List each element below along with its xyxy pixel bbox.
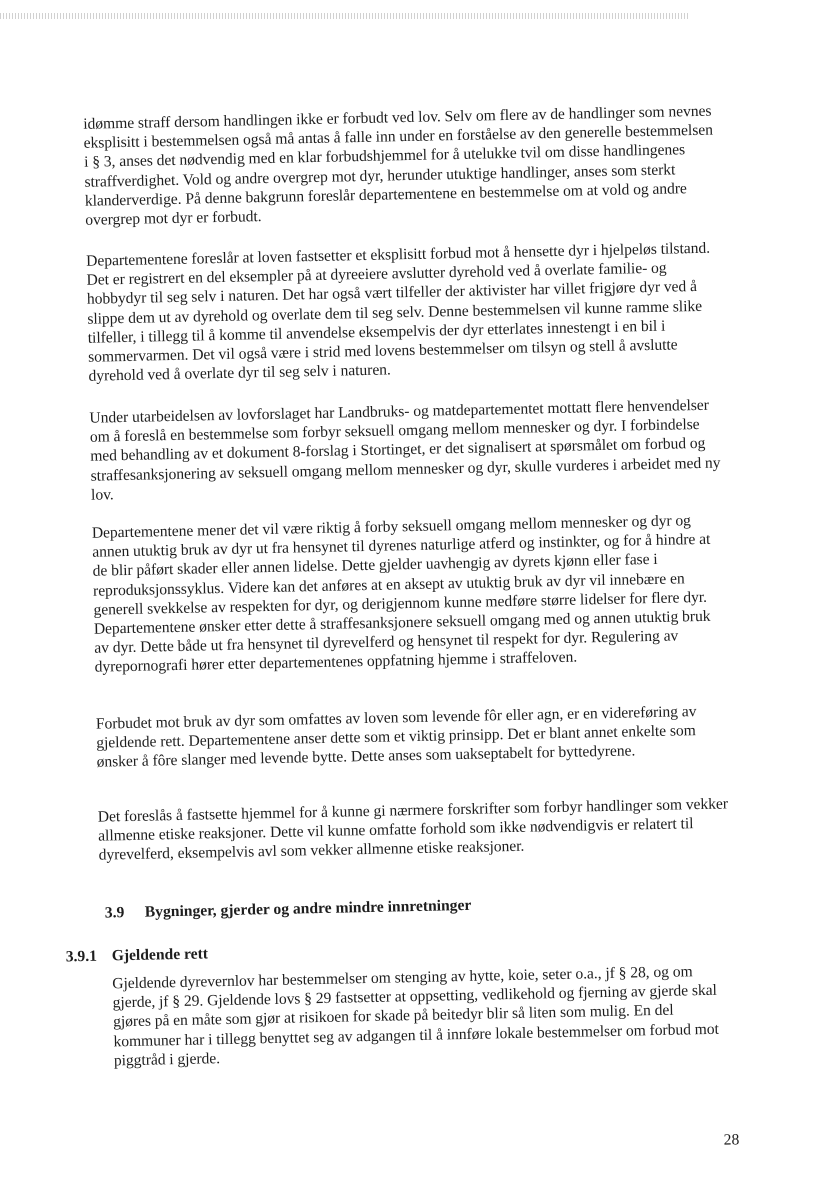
section-title: Bygninger, gjerder og andre mindre innretninger — [144, 896, 472, 921]
paragraph-4: Departementene mener det vil være riktig å forby seksuell omgang mellom mennesker og dyr og annen utuktig bruk av dyr ut fra hensynet til dyrenes naturlige atferd og instinkter, og for å hindre at de blir påført skader eller annen lidelse. Dette gjelder uavhengig av dyrets kjønn eller fase i reproduksjonssyklus. Videre kan det anføres at en aksept av utuktig bruk av dyr vil innebære en generell svekkelse av respekten for dyr, og derigjennom kunne medføre større lidelser for flere dyr. Departementene ønsker etter dette å straffesanksjonere seksuell omgang med og annen utuktig bruk av dyr. Dette både ut fra hensynet til dyrevelferd og hensynet til respekt for dyr. Regulering av dyrepornografi hører etter departementenes oppfatning hjemme i straffeloven. — [91, 512, 711, 677]
subsection-number: 3.9.1 — [65, 947, 98, 966]
section-heading — [105, 897, 472, 923]
section-number: 3.9 — [104, 904, 125, 922]
paragraph-1: idømme straff dersom handlingen ikke er forbudt ved lov. Selv om flere av de handlinger som nevnes eksplisitt i bestemmelsen også må antas å falle inn under en forståelse av den generelle bestemmelsen i § 3, anses det nødvendig med en klar forbudshjemmel for å utelukke tvil om disse handlingenes straffverdighet. Vold og andre overgrep mot dyr, herunder utuktige handlinger, anses som sterkt klanderverdige. På denne bakgrunn foreslår departementene en bestemmelse om at vold og andre overgrep mot dyr er forbudt. — [83, 102, 714, 229]
paragraph-3: Under utarbeidelsen av lovforslaget har Landbruks- og matdepartementet mottatt flere henvendelser om å foreslå en bestemmelse som forbyr seksuell omgang mellom mennesker og dyr. I forbindelse med behandling av et dokument 8-forslag i Stortinget, er det signalisert at spørsmålet om forbud og straffesanksjonering av seksuell omgang mellom mennesker og dyr, skulle vurderes i arbeidet med ny lov. — [89, 396, 721, 504]
subsection-title: Gjeldende rett — [111, 945, 209, 965]
paragraph-5: Forbudet mot bruk av dyr som omfattes av loven som levende fôr eller agn, er en videreføring av gjeldende rett. Departementene anser dette som et viktig prinsipp. Det er blant annet enkelte som ønsker å fôre slanger med levende bytte. Dette anses som uakseptabelt for byttedyrene. — [95, 703, 697, 772]
subsection-heading — [66, 945, 209, 966]
subsection-paragraph: Gjeldende dyrevernlov har bestemmelser om stenging av hytte, koie, seter o.a., jf § 28, og om gjerde, jf § 29. Gjeldende lovs § 29 fastsetter at oppsetting, vedlikehold og fjerning av gjerde skal gjøres på en måte som gjør at risikoen for skade på beitedyr blir så liten som mulig. En del kommuner har i tillegg benyttet seg av adgangen til å innføre lokale bestemmelser om forbud mot piggtråd i gjerde. — [112, 963, 719, 1070]
paragraph-2: Departementene foreslår at loven fastsetter et eksplisitt forbud mot å hensette dyr i hjelpeløs tilstand. Det er registrert en del eksempler på at dyreeiere avslutter dyrehold ved å overlate familie- og hobbydyr til seg selv i naturen. Det har også vært tilfeller der aktivister har villet frigjøre dyr ved å slippe dem ut av dyrehold og overlate dem til seg selv. Denne bestemmelsen vil kunne ramme slike tilfeller, i tillegg til å komme til anvendelse eksempelvis der dyr etterlates innestengt i en bil i sommervarmen. Det vil også være i strid med lovens bestemmelser om tilsyn og stell å avslutte dyrehold ved å overlate dyr til seg selv i naturen. — [85, 239, 711, 385]
paragraph-6: Det foreslås å fastsette hjemmel for å kunne gi nærmere forskrifter som forbyr handlinger som vekker allmenne etiske reaksjoner. Dette vil kunne omfatte forhold som ikke nødvendigvis er relatert til dyrevelferd, eksempelvis avl som vekker allmenne etiske reaksjoner. — [97, 795, 729, 865]
page-number: 28 — [723, 1131, 740, 1149]
